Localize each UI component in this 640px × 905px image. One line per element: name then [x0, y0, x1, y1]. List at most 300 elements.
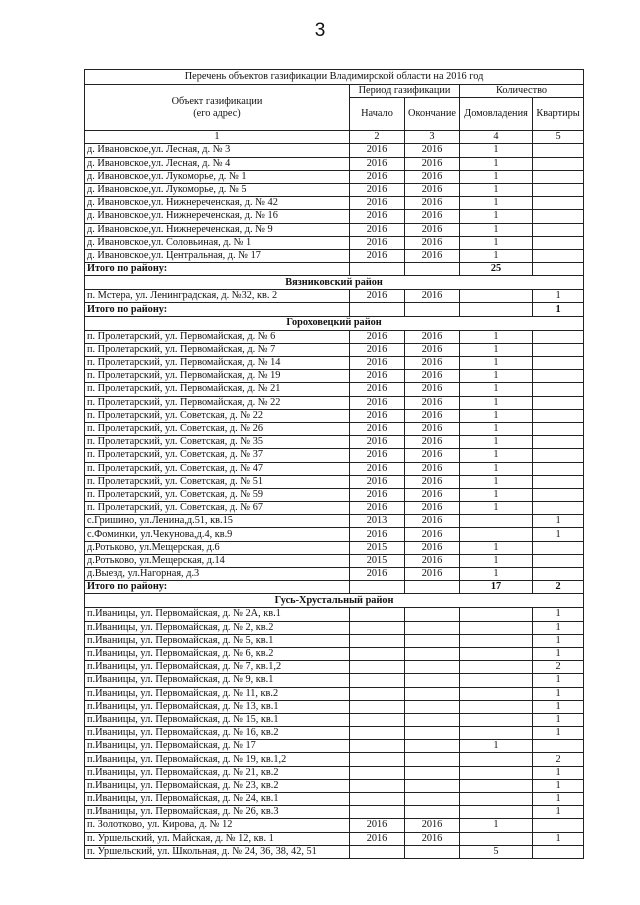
start-year	[350, 674, 405, 687]
end-year	[405, 727, 460, 740]
table-row	[85, 766, 584, 779]
gasification-table	[84, 69, 584, 859]
apartments-count: 1	[533, 515, 584, 528]
end-year: 2016	[405, 357, 460, 370]
apartments-count	[533, 740, 584, 753]
header-end: Окончание	[405, 98, 460, 131]
object-address: д. Ивановское,ул. Лукоморье, д. № 1	[85, 170, 350, 183]
start-year	[350, 793, 405, 806]
table-row	[85, 383, 584, 396]
start-year	[350, 740, 405, 753]
end-year	[405, 674, 460, 687]
start-year	[350, 647, 405, 660]
object-address: п.Иваницы, ул. Первомайская, д. № 7, кв.1,2	[85, 661, 350, 674]
start-year: 2016	[350, 170, 405, 183]
apartments-count	[533, 436, 584, 449]
start-year: 2015	[350, 541, 405, 554]
households-count	[460, 608, 533, 621]
table-row	[85, 488, 584, 501]
start-year	[350, 845, 405, 858]
start-year: 2016	[350, 832, 405, 845]
end-year: 2016	[405, 832, 460, 845]
apartments-count	[533, 144, 584, 157]
table-row	[85, 634, 584, 647]
households-count: 1	[460, 502, 533, 515]
households-count: 1	[460, 197, 533, 210]
table-row	[85, 832, 584, 845]
households-count: 1	[460, 236, 533, 249]
end-year: 2016	[405, 449, 460, 462]
empty-cell	[405, 263, 460, 276]
end-year: 2016	[405, 422, 460, 435]
apartments-count	[533, 554, 584, 567]
apartments-count: 1	[533, 634, 584, 647]
table-caption: Перечень объектов газификации Владимирской области на 2016 год	[85, 70, 584, 85]
households-count: 1	[460, 488, 533, 501]
end-year	[405, 647, 460, 660]
start-year: 2016	[350, 236, 405, 249]
start-year	[350, 661, 405, 674]
end-year	[405, 661, 460, 674]
table-row	[85, 608, 584, 621]
apartments-count: 1	[533, 766, 584, 779]
households-count	[460, 674, 533, 687]
apartments-count: 1	[533, 608, 584, 621]
table-row	[85, 449, 584, 462]
empty-cell	[350, 581, 405, 594]
end-year	[405, 687, 460, 700]
end-year: 2016	[405, 568, 460, 581]
object-address: п. Уршельский, ул. Майская, д. № 12, кв. 1	[85, 832, 350, 845]
end-year: 2016	[405, 475, 460, 488]
households-count: 1	[460, 183, 533, 196]
households-count: 1	[460, 343, 533, 356]
object-address: п. Пролетарский, ул. Первомайская, д. № 19	[85, 370, 350, 383]
end-year: 2016	[405, 290, 460, 303]
end-year: 2016	[405, 396, 460, 409]
apartments-count: 1	[533, 793, 584, 806]
district-title: Гусь-Хрустальный район	[85, 594, 584, 608]
start-year	[350, 634, 405, 647]
end-year: 2016	[405, 170, 460, 183]
header-row-1	[85, 85, 584, 98]
apartments-count	[533, 502, 584, 515]
start-year: 2016	[350, 819, 405, 832]
apartments-count: 1	[533, 621, 584, 634]
end-year: 2016	[405, 249, 460, 262]
table-row	[85, 554, 584, 567]
start-year	[350, 806, 405, 819]
end-year: 2016	[405, 502, 460, 515]
end-year: 2016	[405, 343, 460, 356]
apartments-count	[533, 845, 584, 858]
households-count: 1	[460, 568, 533, 581]
households-count: 1	[460, 422, 533, 435]
object-address: п. Пролетарский, ул. Первомайская, д. № 7	[85, 343, 350, 356]
end-year: 2016	[405, 197, 460, 210]
object-address: п. Пролетарский, ул. Советская, д. № 51	[85, 475, 350, 488]
households-count: 1	[460, 449, 533, 462]
table-row	[85, 475, 584, 488]
end-year: 2016	[405, 554, 460, 567]
table-row	[85, 621, 584, 634]
object-address: д.Выезд, ул.Нагорная, д.3	[85, 568, 350, 581]
end-year: 2016	[405, 370, 460, 383]
households-count	[460, 621, 533, 634]
column-number: 5	[533, 131, 584, 144]
header-households: Домовладения	[460, 98, 533, 131]
households-count	[460, 806, 533, 819]
table-row	[85, 330, 584, 343]
table-row	[85, 541, 584, 554]
start-year	[350, 608, 405, 621]
apartments-count	[533, 210, 584, 223]
object-address: п.Иваницы, ул. Первомайская, д. № 9, кв.1	[85, 674, 350, 687]
apartments-count	[533, 236, 584, 249]
households-count: 1	[460, 740, 533, 753]
object-address: п.Иваницы, ул. Первомайская, д. № 24, кв.1	[85, 793, 350, 806]
object-address: п. Пролетарский, ул. Первомайская, д. № 22	[85, 396, 350, 409]
table-row	[85, 170, 584, 183]
apartments-count	[533, 422, 584, 435]
end-year	[405, 608, 460, 621]
apartments-count	[533, 170, 584, 183]
apartments-count: 1	[533, 290, 584, 303]
apartments-count	[533, 396, 584, 409]
table-row	[85, 568, 584, 581]
total-row	[85, 263, 584, 276]
households-count	[460, 661, 533, 674]
households-count: 1	[460, 357, 533, 370]
district-title: Вязниковский район	[85, 276, 584, 290]
object-address: д. Ивановское,ул. Центральная, д. № 17	[85, 249, 350, 262]
start-year: 2016	[350, 488, 405, 501]
empty-cell	[350, 263, 405, 276]
start-year	[350, 766, 405, 779]
header-start: Начало	[350, 98, 405, 131]
total-row	[85, 581, 584, 594]
end-year: 2016	[405, 223, 460, 236]
households-count: 1	[460, 330, 533, 343]
apartments-count	[533, 370, 584, 383]
end-year	[405, 779, 460, 792]
start-year: 2016	[350, 502, 405, 515]
households-count	[460, 515, 533, 528]
start-year: 2016	[350, 475, 405, 488]
table-row	[85, 183, 584, 196]
object-address: п. Пролетарский, ул. Советская, д. № 47	[85, 462, 350, 475]
start-year	[350, 779, 405, 792]
table-row	[85, 806, 584, 819]
table-row	[85, 197, 584, 210]
households-count: 1	[460, 370, 533, 383]
column-number-row	[85, 131, 584, 144]
households-count	[460, 779, 533, 792]
start-year: 2016	[350, 396, 405, 409]
start-year: 2016	[350, 409, 405, 422]
apartments-count	[533, 183, 584, 196]
table-row	[85, 249, 584, 262]
object-address: п. Уршельский, ул. Школьная, д. № 24, 36, 38, 42, 51	[85, 845, 350, 858]
object-address: п.Иваницы, ул. Первомайская, д. № 5, кв.1	[85, 634, 350, 647]
start-year	[350, 753, 405, 766]
households-count	[460, 713, 533, 726]
object-address: д. Ивановское,ул. Лесная, д. № 4	[85, 157, 350, 170]
start-year: 2016	[350, 210, 405, 223]
households-count: 1	[460, 554, 533, 567]
empty-cell	[405, 581, 460, 594]
object-address: д.Ротьково, ул.Мещерская, д.6	[85, 541, 350, 554]
apartments-count: 1	[533, 528, 584, 541]
apartments-count: 2	[533, 661, 584, 674]
apartments-count	[533, 343, 584, 356]
table-row	[85, 515, 584, 528]
table-row	[85, 661, 584, 674]
households-count: 1	[460, 170, 533, 183]
end-year: 2016	[405, 528, 460, 541]
object-address: п. Пролетарский, ул. Советская, д. № 59	[85, 488, 350, 501]
total-label: Итого по району:	[85, 303, 350, 316]
apartments-count: 1	[533, 779, 584, 792]
table-row	[85, 157, 584, 170]
start-year: 2013	[350, 515, 405, 528]
end-year: 2016	[405, 383, 460, 396]
end-year: 2016	[405, 462, 460, 475]
apartments-count	[533, 475, 584, 488]
object-address: п. Золотково, ул. Кирова, д. № 12	[85, 819, 350, 832]
table-row	[85, 528, 584, 541]
apartments-count: 1	[533, 806, 584, 819]
end-year: 2016	[405, 210, 460, 223]
households-count	[460, 766, 533, 779]
start-year: 2016	[350, 157, 405, 170]
end-year	[405, 740, 460, 753]
object-address: д. Ивановское,ул. Нижнереченская, д. № 42	[85, 197, 350, 210]
header-object	[85, 85, 350, 131]
object-address: д. Ивановское,ул. Лукоморье, д. № 5	[85, 183, 350, 196]
object-address: п.Иваницы, ул. Первомайская, д. № 17	[85, 740, 350, 753]
end-year	[405, 766, 460, 779]
table-row	[85, 236, 584, 249]
header-apartments: Квартиры	[533, 98, 584, 131]
header-period: Период газификации	[350, 85, 460, 98]
apartments-count: 1	[533, 700, 584, 713]
apartments-count: 1	[533, 687, 584, 700]
header-quantity: Количество	[460, 85, 584, 98]
households-count	[460, 727, 533, 740]
households-count: 1	[460, 475, 533, 488]
households-count: 1	[460, 210, 533, 223]
object-address: д. Ивановское,ул. Соловьиная, д. № 1	[85, 236, 350, 249]
end-year	[405, 793, 460, 806]
households-count: 1	[460, 157, 533, 170]
empty-cell	[350, 303, 405, 316]
households-count: 1	[460, 436, 533, 449]
start-year: 2016	[350, 449, 405, 462]
end-year	[405, 634, 460, 647]
end-year: 2016	[405, 819, 460, 832]
start-year: 2016	[350, 528, 405, 541]
table-row	[85, 144, 584, 157]
start-year	[350, 727, 405, 740]
end-year	[405, 806, 460, 819]
total-apartments	[533, 263, 584, 276]
column-number: 3	[405, 131, 460, 144]
households-count: 1	[460, 541, 533, 554]
table-row	[85, 436, 584, 449]
table-row	[85, 223, 584, 236]
apartments-count	[533, 541, 584, 554]
object-address: п.Иваницы, ул. Первомайская, д. № 16, кв.2	[85, 727, 350, 740]
apartments-count: 1	[533, 674, 584, 687]
start-year	[350, 700, 405, 713]
object-address: п.Иваницы, ул. Первомайская, д. № 21, кв.2	[85, 766, 350, 779]
apartments-count: 1	[533, 647, 584, 660]
households-count	[460, 793, 533, 806]
households-count	[460, 634, 533, 647]
object-address: п. Пролетарский, ул. Советская, д. № 37	[85, 449, 350, 462]
object-address: п. Пролетарский, ул. Первомайская, д. № 14	[85, 357, 350, 370]
district-title: Гороховецкий район	[85, 316, 584, 330]
object-address: с.Фоминки, ул.Чекунова,д.4, кв.9	[85, 528, 350, 541]
start-year	[350, 621, 405, 634]
table-row	[85, 845, 584, 858]
households-count: 1	[460, 144, 533, 157]
apartments-count	[533, 449, 584, 462]
table-caption-row	[85, 70, 584, 85]
start-year: 2016	[350, 343, 405, 356]
households-count: 1	[460, 819, 533, 832]
table-row	[85, 396, 584, 409]
end-year: 2016	[405, 541, 460, 554]
object-address: п.Иваницы, ул. Первомайская, д. № 23, кв.2	[85, 779, 350, 792]
column-number: 2	[350, 131, 405, 144]
end-year: 2016	[405, 436, 460, 449]
table-row	[85, 409, 584, 422]
end-year	[405, 845, 460, 858]
end-year: 2016	[405, 157, 460, 170]
households-count: 5	[460, 845, 533, 858]
total-label: Итого по району:	[85, 263, 350, 276]
end-year	[405, 753, 460, 766]
start-year: 2016	[350, 330, 405, 343]
end-year: 2016	[405, 183, 460, 196]
start-year: 2016	[350, 249, 405, 262]
object-address: п.Иваницы, ул. Первомайская, д. № 2А, кв.1	[85, 608, 350, 621]
object-address: п.Иваницы, ул. Первомайская, д. № 11, кв.2	[85, 687, 350, 700]
apartments-count	[533, 488, 584, 501]
object-address: п. Пролетарский, ул. Советская, д. № 35	[85, 436, 350, 449]
end-year: 2016	[405, 488, 460, 501]
apartments-count	[533, 157, 584, 170]
start-year: 2016	[350, 436, 405, 449]
total-apartments: 1	[533, 303, 584, 316]
start-year	[350, 687, 405, 700]
households-count	[460, 832, 533, 845]
table-row	[85, 210, 584, 223]
object-address: д. Ивановское,ул. Нижнереченская, д. № 16	[85, 210, 350, 223]
end-year: 2016	[405, 144, 460, 157]
end-year: 2016	[405, 409, 460, 422]
apartments-count	[533, 568, 584, 581]
table-row	[85, 740, 584, 753]
column-number: 1	[85, 131, 350, 144]
district-header-row	[85, 276, 584, 290]
table-row	[85, 357, 584, 370]
object-address: п. Пролетарский, ул. Первомайская, д. № 6	[85, 330, 350, 343]
households-count: 1	[460, 396, 533, 409]
households-count: 1	[460, 223, 533, 236]
table-row	[85, 422, 584, 435]
end-year	[405, 700, 460, 713]
end-year: 2016	[405, 515, 460, 528]
end-year: 2016	[405, 330, 460, 343]
object-address: п.Иваницы, ул. Первомайская, д. № 6, кв.2	[85, 647, 350, 660]
table-row	[85, 462, 584, 475]
households-count: 1	[460, 409, 533, 422]
table-row	[85, 700, 584, 713]
start-year: 2016	[350, 357, 405, 370]
households-count: 1	[460, 383, 533, 396]
apartments-count: 1	[533, 727, 584, 740]
apartments-count	[533, 197, 584, 210]
apartments-count	[533, 462, 584, 475]
start-year: 2016	[350, 183, 405, 196]
district-header-row	[85, 594, 584, 608]
table-row	[85, 343, 584, 356]
table-row	[85, 674, 584, 687]
object-address: п.Иваницы, ул. Первомайская, д. № 2, кв.2	[85, 621, 350, 634]
object-address: п.Иваницы, ул. Первомайская, д. № 19, кв.1,2	[85, 753, 350, 766]
start-year: 2016	[350, 223, 405, 236]
apartments-count	[533, 223, 584, 236]
total-label: Итого по району:	[85, 581, 350, 594]
object-address: п. Пролетарский, ул. Первомайская, д. № 21	[85, 383, 350, 396]
start-year: 2016	[350, 197, 405, 210]
households-count	[460, 290, 533, 303]
apartments-count	[533, 249, 584, 262]
district-header-row	[85, 316, 584, 330]
start-year: 2016	[350, 422, 405, 435]
total-households: 17	[460, 581, 533, 594]
table-row	[85, 713, 584, 726]
start-year: 2016	[350, 568, 405, 581]
table-row	[85, 370, 584, 383]
households-count	[460, 528, 533, 541]
households-count	[460, 647, 533, 660]
end-year: 2016	[405, 236, 460, 249]
households-count	[460, 753, 533, 766]
start-year: 2016	[350, 462, 405, 475]
object-address: д. Ивановское,ул. Нижнереченская, д. № 9	[85, 223, 350, 236]
apartments-count	[533, 819, 584, 832]
empty-cell	[405, 303, 460, 316]
table-row	[85, 647, 584, 660]
start-year: 2016	[350, 144, 405, 157]
households-count: 1	[460, 462, 533, 475]
table-row	[85, 502, 584, 515]
table-row	[85, 779, 584, 792]
households-count	[460, 687, 533, 700]
table-row	[85, 290, 584, 303]
total-households	[460, 303, 533, 316]
header-object-label: Объект газификации	[171, 95, 263, 107]
start-year: 2016	[350, 290, 405, 303]
object-address: п.Иваницы, ул. Первомайская, д. № 15, кв.1	[85, 713, 350, 726]
end-year	[405, 621, 460, 634]
total-row	[85, 303, 584, 316]
end-year	[405, 713, 460, 726]
